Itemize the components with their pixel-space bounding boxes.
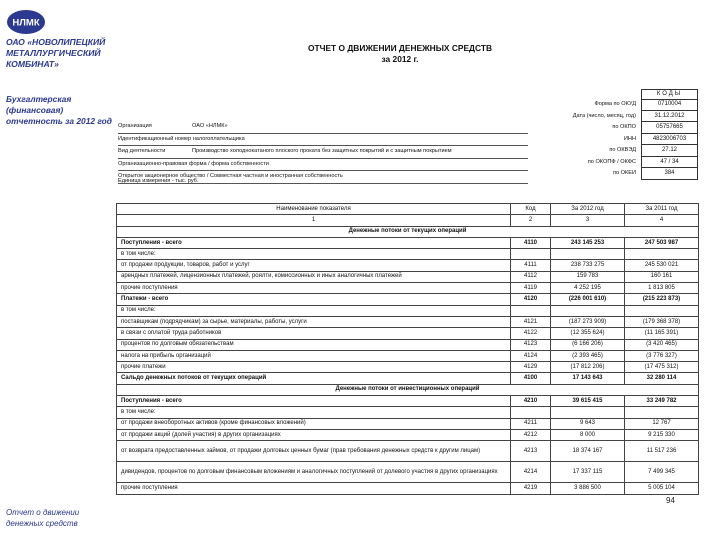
table-row xyxy=(117,260,699,271)
row-name: Платежи - всего xyxy=(117,294,511,305)
row-name: Поступления - всего xyxy=(117,237,511,248)
legal-form-row xyxy=(118,159,528,172)
row-value-2012: 243 145 253 xyxy=(551,237,625,248)
row-value-2011 xyxy=(625,305,699,316)
col-header-name: Наименование показателя xyxy=(117,204,511,215)
row-code: 4112 xyxy=(511,271,551,282)
row-code: 4213 xyxy=(511,441,551,462)
row-code: 4111 xyxy=(511,260,551,271)
row-value-2012: 4 252 195 xyxy=(551,283,625,294)
table-row xyxy=(117,237,699,248)
row-name: налога на прибыль организаций xyxy=(117,350,511,361)
table-row xyxy=(117,373,699,384)
table-row xyxy=(117,418,699,429)
org-label: Организация xyxy=(118,123,152,129)
row-code: 4124 xyxy=(511,350,551,361)
row-value-2011: 11 517 236 xyxy=(625,441,699,462)
inn-label: Идентификационный номер налогоплательщика xyxy=(118,135,245,142)
code-label: по ОКПО xyxy=(612,124,636,130)
row-code: 4219 xyxy=(511,483,551,494)
table-row xyxy=(117,339,699,350)
table-row xyxy=(117,294,699,305)
row-value-2012: (12 355 624) xyxy=(551,328,625,339)
row-value-2012: 238 733 275 xyxy=(551,260,625,271)
code-label: Дата (число, месяц, год) xyxy=(572,112,636,119)
row-value-2012: 8 000 xyxy=(551,429,625,440)
row-code: 4210 xyxy=(511,396,551,407)
row-value-2012: 17 143 643 xyxy=(551,373,625,384)
report-period: за 2012 г. xyxy=(381,54,419,64)
colnum-3: 3 xyxy=(551,215,625,226)
row-name: прочие платежи xyxy=(117,362,511,373)
row-value-2012: (187 273 909) xyxy=(551,316,625,327)
report-title-text: ОТЧЕТ О ДВИЖЕНИИ ДЕНЕЖНЫХ СРЕДСТВ xyxy=(307,43,493,53)
code-label: ИНН xyxy=(623,135,636,142)
inn-row xyxy=(118,134,528,147)
table-row xyxy=(117,462,699,483)
report-title xyxy=(290,43,510,65)
colnum-2: 2 xyxy=(511,215,551,226)
org-row xyxy=(118,121,528,134)
table-row xyxy=(117,249,699,260)
row-value-2012: 159 783 xyxy=(551,271,625,282)
row-value-2011: (3 420 465) xyxy=(625,339,699,350)
company-name: ОАО «НОВОЛИПЕЦКИЙ МЕТАЛЛУРГИЧЕСКИЙ КОМБИНАТ» xyxy=(6,37,106,69)
table-row xyxy=(117,362,699,373)
row-value-2011: 247 503 987 xyxy=(625,237,699,248)
row-value-2011: (179 368 378) xyxy=(625,316,699,327)
code-value: 05757665 xyxy=(642,121,697,133)
row-name: в том числе: xyxy=(117,407,511,418)
activity-value: Производство холоднокатаного плоского проката без защитных покрытий и с защитным покрытием xyxy=(192,148,452,154)
row-code: 4123 xyxy=(511,339,551,350)
section-row xyxy=(117,226,699,237)
section-title: Денежные потоки от инвестиционных операций xyxy=(117,384,699,395)
table-row xyxy=(117,283,699,294)
table-row xyxy=(117,305,699,316)
row-code: 4119 xyxy=(511,283,551,294)
table-row xyxy=(117,483,699,494)
footer-note: Отчет о движении денежных средств xyxy=(6,508,80,528)
colnum-4: 4 xyxy=(625,215,699,226)
row-name: арендных платежей, лицензионных платежей, роялти, комиссионных и иных аналогичных платежей xyxy=(117,271,511,282)
row-value-2012: (17 812 206) xyxy=(551,362,625,373)
logo-text: НЛМК xyxy=(12,17,40,29)
row-value-2011: 32 280 114 xyxy=(625,373,699,384)
row-code: 4129 xyxy=(511,362,551,373)
row-name: поставщикам (подрядчикам) за сырье, материалы, работы, услуги xyxy=(117,316,511,327)
code-value: 0710004 xyxy=(657,101,682,107)
code-value: 31.12.2012 xyxy=(642,110,697,122)
row-value-2011: 5 005 104 xyxy=(625,483,699,494)
page-number: 94 xyxy=(666,496,675,505)
org-value: ОАО «НЛМК» xyxy=(192,123,228,129)
row-code xyxy=(511,305,551,316)
col-header-code: Код xyxy=(511,204,551,215)
row-value-2011: (215 223 873) xyxy=(625,294,699,305)
code-label: по ОКОПФ / ОКФС xyxy=(587,158,636,165)
row-name: прочие поступления xyxy=(117,283,511,294)
row-name: процентов по долговым обязательствам xyxy=(117,339,511,350)
colnum-1: 1 xyxy=(117,215,511,226)
row-code: 4122 xyxy=(511,328,551,339)
row-name: от продажи продукции, товаров, работ и услуг xyxy=(117,260,511,271)
row-value-2012: 17 337 115 xyxy=(551,462,625,483)
table-row xyxy=(117,429,699,440)
row-value-2011: 7 499 345 xyxy=(625,462,699,483)
row-code: 4212 xyxy=(511,429,551,440)
row-value-2011: (11 165 391) xyxy=(625,328,699,339)
table-row xyxy=(117,271,699,282)
row-value-2012: 18 374 167 xyxy=(551,441,625,462)
codes-box xyxy=(641,99,698,180)
row-value-2012 xyxy=(551,249,625,260)
row-name: прочие поступления xyxy=(117,483,511,494)
col-header-2011: За 2011 год xyxy=(625,204,699,215)
row-value-2011: 9 215 330 xyxy=(625,429,699,440)
ownership-label: Открытое акционерное общество / Совместная частная и иностранная собственность xyxy=(118,173,343,179)
row-code: 4120 xyxy=(511,294,551,305)
row-name: в связи с оплатой труда работников xyxy=(117,328,511,339)
row-value-2011: 33 249 782 xyxy=(625,396,699,407)
row-name: от возврата предоставленных займов, от продажи долговых ценных бумаг (прав требования денежных средств к другим лицам) xyxy=(117,441,511,462)
row-value-2012: (6 166 206) xyxy=(551,339,625,350)
unit-label: Единица измерения - тыс. руб. xyxy=(118,178,199,184)
row-code: 4110 xyxy=(511,237,551,248)
table-row xyxy=(117,407,699,418)
nlmk-logo xyxy=(6,9,46,35)
table-row xyxy=(117,396,699,407)
code-value: 4823006703 xyxy=(642,133,697,145)
table-header-row xyxy=(117,204,699,215)
row-value-2011 xyxy=(625,407,699,418)
row-code xyxy=(511,249,551,260)
row-code: 4100 xyxy=(511,373,551,384)
col-header-2012: За 2012 год xyxy=(551,204,625,215)
row-value-2011: (17 475 312) xyxy=(625,362,699,373)
row-code: 4211 xyxy=(511,418,551,429)
row-code xyxy=(511,407,551,418)
row-value-2011: 1 813 805 xyxy=(625,283,699,294)
row-value-2011: 160 161 xyxy=(625,271,699,282)
row-value-2012: 39 615 415 xyxy=(551,396,625,407)
row-name: Поступления - всего xyxy=(117,396,511,407)
table-row xyxy=(117,350,699,361)
table-row xyxy=(117,328,699,339)
row-value-2012: (2 393 465) xyxy=(551,350,625,361)
table-colnum-row xyxy=(117,215,699,226)
row-value-2012 xyxy=(551,407,625,418)
row-value-2011: 245 530 021 xyxy=(625,260,699,271)
row-value-2012: 9 643 xyxy=(551,418,625,429)
row-value-2012: 3 886 500 xyxy=(551,483,625,494)
table-row xyxy=(117,441,699,462)
row-code: 4214 xyxy=(511,462,551,483)
cash-flow-table xyxy=(116,203,699,495)
row-value-2012: (226 001 610) xyxy=(551,294,625,305)
legal-form-label: Организационно-правовая форма / форма собственности xyxy=(118,160,269,167)
row-name: от продажи акций (долей участия) в других организациях xyxy=(117,429,511,440)
table-row xyxy=(117,316,699,327)
row-name: Сальдо денежных потоков от текущих операций xyxy=(117,373,511,384)
code-label: по ОКЕИ xyxy=(612,170,636,176)
row-name: дивидендов, процентов по долговым финансовым вложениям и аналогичных поступлений от долевого участия в других организациях xyxy=(117,462,511,483)
section-row xyxy=(117,384,699,395)
report-subtitle: Бухгалтерская (финансовая) отчетность за 2012 год xyxy=(6,94,112,126)
org-info xyxy=(118,121,528,184)
row-value-2011: 12 767 xyxy=(625,418,699,429)
code-value: 27.12 xyxy=(642,144,697,156)
codes-header: КОДЫ xyxy=(641,89,698,100)
row-value-2012 xyxy=(551,305,625,316)
activity-row xyxy=(118,146,528,159)
row-name: в том числе: xyxy=(117,305,511,316)
code-value: 47 / 34 xyxy=(642,156,697,168)
row-code: 4121 xyxy=(511,316,551,327)
row-value-2011: (3 776 327) xyxy=(625,350,699,361)
code-label: Форма по ОКУД xyxy=(594,101,636,107)
row-value-2011 xyxy=(625,249,699,260)
row-name: от продажи внеоборотных активов (кроме финансовых вложений) xyxy=(117,418,511,429)
code-label: по ОКВЭД xyxy=(609,147,636,153)
section-title: Денежные потоки от текущих операций xyxy=(117,226,699,237)
code-value: 384 xyxy=(642,167,697,179)
activity-label: Вид деятельности xyxy=(118,148,166,154)
row-name: в том числе: xyxy=(117,249,511,260)
